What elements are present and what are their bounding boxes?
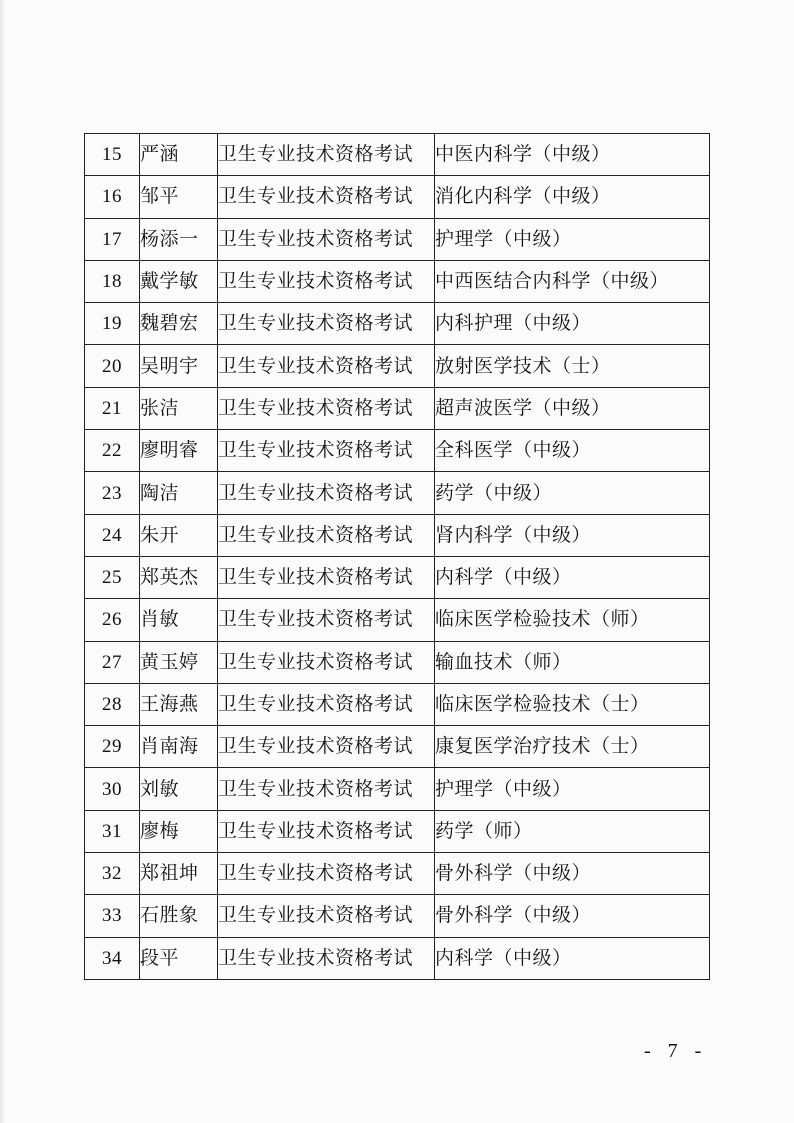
person-name: 魏碧宏 [140,303,218,345]
row-number: 32 [85,853,140,895]
exam-subject: 中西医结合内科学（中级） [435,260,710,302]
exam-name: 卫生专业技术资格考试 [218,514,435,556]
exam-subject: 放射医学技术（士） [435,345,710,387]
table-row [85,472,710,514]
row-number: 20 [85,345,140,387]
exam-name: 卫生专业技术资格考试 [218,303,435,345]
table-row [85,768,710,810]
exam-subject: 全科医学（中级） [435,430,710,472]
person-name: 肖南海 [140,726,218,768]
row-number: 21 [85,387,140,429]
exam-name: 卫生专业技术资格考试 [218,599,435,641]
person-name: 杨添一 [140,218,218,260]
row-number: 26 [85,599,140,641]
person-name: 肖敏 [140,599,218,641]
row-number: 34 [85,937,140,979]
table-row [85,176,710,218]
person-name: 严涵 [140,134,218,176]
exam-subject: 肾内科学（中级） [435,514,710,556]
person-name: 郑英杰 [140,556,218,598]
exam-subject: 内科学（中级） [435,937,710,979]
row-number: 29 [85,726,140,768]
table-row [85,218,710,260]
table-row [85,853,710,895]
exam-name: 卫生专业技术资格考试 [218,937,435,979]
exam-subject: 超声波医学（中级） [435,387,710,429]
exam-subject: 护理学（中级） [435,768,710,810]
row-number: 17 [85,218,140,260]
row-number: 15 [85,134,140,176]
exam-subject: 护理学（中级） [435,218,710,260]
table-row [85,514,710,556]
exam-name: 卫生专业技术资格考试 [218,260,435,302]
person-name: 石胜象 [140,895,218,937]
person-name: 邹平 [140,176,218,218]
person-name: 张洁 [140,387,218,429]
exam-subject: 临床医学检验技术（士） [435,683,710,725]
person-name: 郑祖坤 [140,853,218,895]
table-row [85,260,710,302]
row-number: 16 [85,176,140,218]
table-row [85,430,710,472]
person-name: 戴学敏 [140,260,218,302]
exam-name: 卫生专业技术资格考试 [218,810,435,852]
row-number: 28 [85,683,140,725]
person-name: 黄玉婷 [140,641,218,683]
row-number: 33 [85,895,140,937]
exam-name: 卫生专业技术资格考试 [218,387,435,429]
exam-subject: 内科护理（中级） [435,303,710,345]
row-number: 18 [85,260,140,302]
table-row [85,556,710,598]
exam-name: 卫生专业技术资格考试 [218,683,435,725]
person-name: 段平 [140,937,218,979]
person-name: 王海燕 [140,683,218,725]
row-number: 24 [85,514,140,556]
row-number: 22 [85,430,140,472]
row-number: 27 [85,641,140,683]
table-row [85,641,710,683]
exam-subject: 药学（中级） [435,472,710,514]
qualification-roster-table [84,133,710,980]
person-name: 刘敏 [140,768,218,810]
row-number: 31 [85,810,140,852]
table-row [85,726,710,768]
table-row [85,599,710,641]
row-number: 23 [85,472,140,514]
exam-name: 卫生专业技术资格考试 [218,345,435,387]
exam-subject: 临床医学检验技术（师） [435,599,710,641]
person-name: 陶洁 [140,472,218,514]
table-row [85,134,710,176]
exam-subject: 输血技术（师） [435,641,710,683]
exam-name: 卫生专业技术资格考试 [218,641,435,683]
roster-body [85,134,710,980]
exam-name: 卫生专业技术资格考试 [218,853,435,895]
exam-subject: 消化内科学（中级） [435,176,710,218]
exam-name: 卫生专业技术资格考试 [218,472,435,514]
exam-subject: 药学（师） [435,810,710,852]
exam-subject: 内科学（中级） [435,556,710,598]
exam-name: 卫生专业技术资格考试 [218,726,435,768]
page-edge-shadow [0,0,6,1123]
exam-subject: 骨外科学（中级） [435,853,710,895]
table-row [85,387,710,429]
exam-subject: 骨外科学（中级） [435,895,710,937]
table-row [85,937,710,979]
person-name: 廖梅 [140,810,218,852]
person-name: 朱开 [140,514,218,556]
exam-name: 卫生专业技术资格考试 [218,430,435,472]
exam-name: 卫生专业技术资格考试 [218,895,435,937]
exam-name: 卫生专业技术资格考试 [218,134,435,176]
row-number: 19 [85,303,140,345]
row-number: 25 [85,556,140,598]
table-row [85,345,710,387]
person-name: 吴明宇 [140,345,218,387]
exam-name: 卫生专业技术资格考试 [218,218,435,260]
exam-name: 卫生专业技术资格考试 [218,556,435,598]
row-number: 30 [85,768,140,810]
table-row [85,683,710,725]
exam-subject: 康复医学治疗技术（士） [435,726,710,768]
table-row [85,895,710,937]
table-row [85,810,710,852]
exam-name: 卫生专业技术资格考试 [218,768,435,810]
person-name: 廖明睿 [140,430,218,472]
page-number: - 7 - [644,1040,708,1062]
exam-subject: 中医内科学（中级） [435,134,710,176]
exam-name: 卫生专业技术资格考试 [218,176,435,218]
table-row [85,303,710,345]
